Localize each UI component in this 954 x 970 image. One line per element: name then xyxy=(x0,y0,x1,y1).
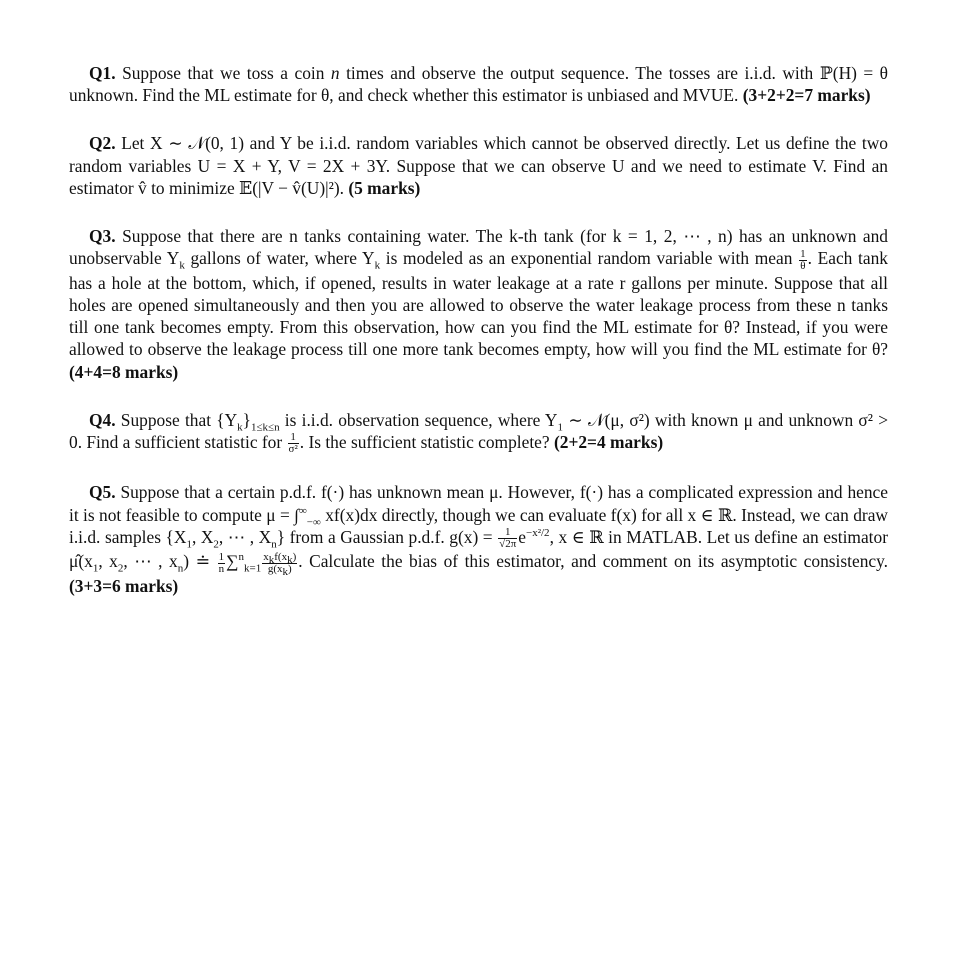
fraction-numerator: 1 xyxy=(498,527,517,539)
question-1 xyxy=(69,62,888,106)
math-fraction xyxy=(288,432,299,455)
math-superscript: −x²/2 xyxy=(526,527,550,540)
math-subscript: k xyxy=(179,259,185,272)
math-subscript: −∞ xyxy=(306,516,321,529)
math-subscript: k=1 xyxy=(244,562,262,575)
math-fraction xyxy=(498,527,517,550)
question-text: is modeled as an exponential random variable with mean xyxy=(380,248,799,269)
math-fraction xyxy=(218,552,226,575)
question-marks: (5 marks) xyxy=(348,177,421,198)
question-4 xyxy=(69,409,888,456)
math-subscript: 2 xyxy=(117,562,124,575)
question-text: , ⋯ , x xyxy=(123,551,178,572)
math-subscript: n xyxy=(177,562,184,575)
fraction-numerator: 1 xyxy=(288,432,299,444)
math-fraction xyxy=(799,249,807,272)
question-marks: (4+4=8 marks) xyxy=(69,361,179,382)
math-superscript: ∞ xyxy=(298,504,307,517)
question-label: Q2. xyxy=(89,133,116,154)
math-subscript: 2 xyxy=(213,538,219,551)
question-marks: (3+3=6 marks) xyxy=(69,575,179,596)
question-text: , X xyxy=(191,526,214,547)
question-text: ∼ 𝒩(μ, σ²) with known μ and unknown σ² > 0. Find a sufficient statistic for xyxy=(69,409,888,452)
math-text: f(x xyxy=(274,550,288,563)
math-text: x xyxy=(263,550,269,563)
fraction-denominator: n xyxy=(218,562,225,575)
question-text: Suppose that we toss a coin xyxy=(122,63,331,83)
question-text: Suppose that {Y xyxy=(120,409,238,430)
question-marks: (3+2+2=7 marks) xyxy=(742,85,871,106)
exam-page xyxy=(69,62,888,623)
question-text: , ⋯ , X xyxy=(218,526,272,547)
math-subscript: k xyxy=(237,421,243,434)
question-text: Let X ∼ 𝒩(0, 1) and Y be i.i.d. random variables which cannot be observed directly. Let us define the two random variables U = X + Y, V = 2X + 3Y. Suppose that we can observe U and we need to estimate V. Find an estimator v̂ to minimize 𝔼(|V − v̂(U)|²). xyxy=(69,133,888,198)
math-text: ) xyxy=(292,550,297,563)
question-text: . Is the sufficient statistic complete? xyxy=(299,431,550,452)
question-text: Suppose that there are n tanks containing water. The k-th tank (for k = 1, 2, ⋯ , n) has an unknown and unobservable Y xyxy=(69,226,888,269)
math-var: n xyxy=(330,63,340,83)
question-text: } xyxy=(242,409,252,430)
question-text: . Each tank has a hole at the bottom, which, if opened, results in water leakage at a rate r gallons per minute. Suppose that all holes are opened simultaneously and then you are allowed to observe the water leakage process from these n tanks till one tank becomes empty. From this observation, how can you find the ML estimate for θ? Instead, if you were allowed to observe the leakage process till one more tank becomes empty, how will you find the ML estimate for θ? xyxy=(69,248,888,360)
question-text: , x xyxy=(98,551,118,572)
question-text: Suppose that a certain p.d.f. f(·) has unknown mean μ. However, f(·) has a complicated expression and hence it is not feasible to compute μ = ∫ xyxy=(69,482,888,525)
math-subscript: k xyxy=(268,554,275,567)
fraction-denominator: √2π xyxy=(499,538,517,551)
math-subscript: k xyxy=(282,566,288,579)
math-text: g(x xyxy=(267,562,283,575)
math-subscript: 1 xyxy=(186,538,192,551)
question-2 xyxy=(69,132,888,199)
question-marks: (2+2=4 marks) xyxy=(553,431,664,452)
question-text: is i.i.d. observation sequence, where Y xyxy=(279,409,558,430)
question-3 xyxy=(69,225,888,383)
question-label: Q1. xyxy=(89,63,116,83)
question-text: . Calculate the bias of this estimator, and comment on its asymptotic consistency. xyxy=(298,551,889,572)
math-subscript: 1 xyxy=(92,562,99,575)
math-subscript: n xyxy=(271,538,277,551)
math-subscript: 1≤k≤n xyxy=(251,421,280,434)
question-text: xf(x)dx directly, though we can evaluate f(x) for all x ∈ ℝ. Instead, we can draw i.i.d. samples {X xyxy=(69,504,888,547)
question-label: Q4. xyxy=(89,409,116,430)
question-5 xyxy=(69,481,888,597)
math-subscript: 1 xyxy=(557,421,563,434)
math-superscript: n xyxy=(238,551,245,564)
summation-symbol: ∑ xyxy=(226,551,239,572)
math-text: e xyxy=(518,526,526,547)
math-text: ) xyxy=(288,562,292,575)
question-text: , x ∈ ℝ in MATLAB. Let us define an estimator μ̂(x xyxy=(69,526,888,572)
math-fraction xyxy=(262,550,297,579)
question-label: Q5. xyxy=(89,482,116,503)
math-subscript: k xyxy=(374,259,381,272)
question-text: times and observe the output sequence. The tosses are i.i.d. with ℙ(H) = θ unknown. Find the ML estimate for θ, and check whether this estimator is unbiased and MVUE. xyxy=(69,63,888,106)
question-label: Q3. xyxy=(89,226,116,247)
fraction-numerator: 1 xyxy=(218,550,225,563)
fraction-denominator: θ xyxy=(800,259,806,272)
question-text: gallons of water, where Y xyxy=(184,248,375,269)
math-subscript: k xyxy=(287,554,293,567)
question-text: } from a Gaussian p.d.f. g(x) = xyxy=(276,526,498,547)
fraction-numerator: 1 xyxy=(800,247,806,260)
fraction-denominator: σ² xyxy=(288,443,298,456)
question-text: ) ≐ xyxy=(183,551,217,572)
